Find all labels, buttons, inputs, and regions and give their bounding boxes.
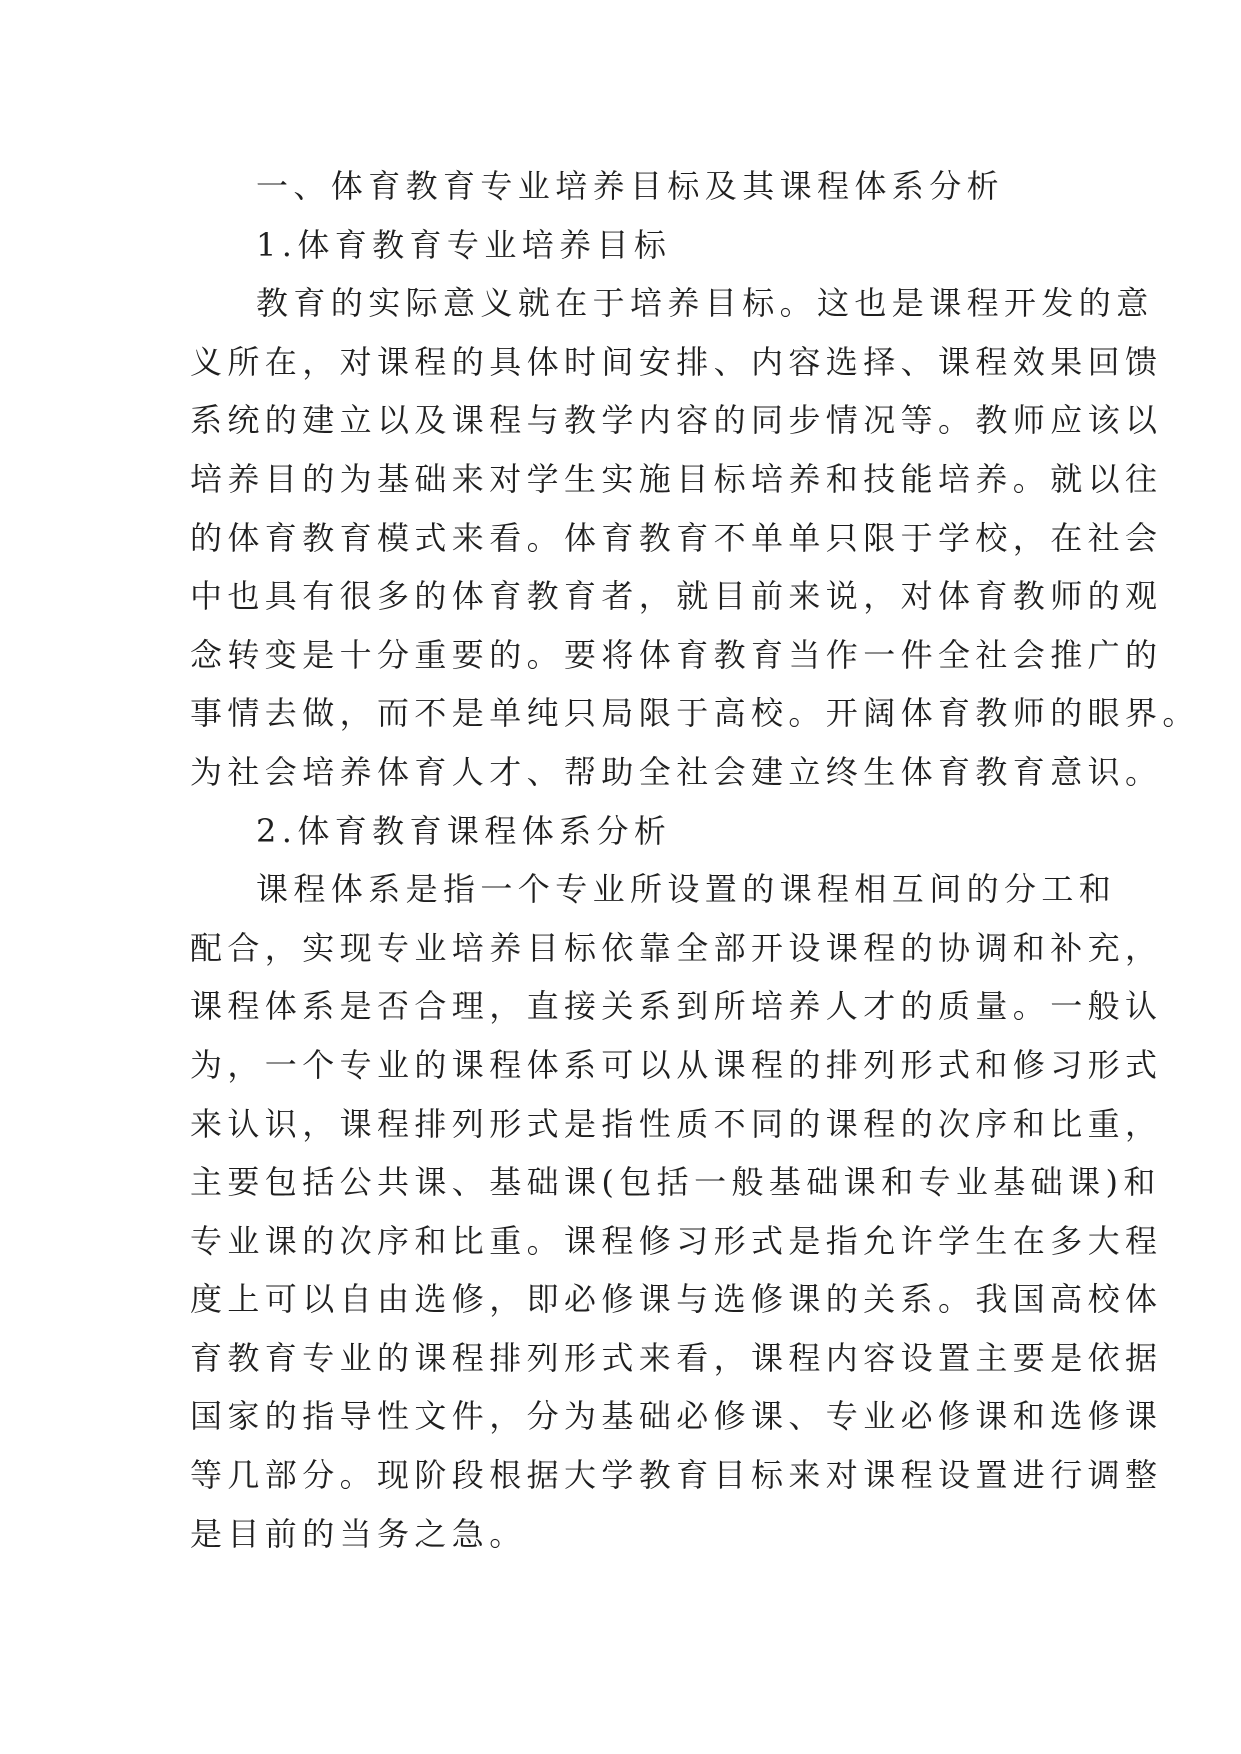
subsection-heading-2: 2.体育教育课程体系分析 <box>256 811 672 850</box>
paragraph-line: 配合，实现专业培养目标依靠全部开设课程的协调和补充， <box>190 928 1163 967</box>
paragraph-line: 来认识，课程排列形式是指性质不同的课程的次序和比重， <box>190 1104 1163 1143</box>
subsection-heading-1: 1.体育教育专业培养目标 <box>256 225 672 264</box>
document-body <box>190 157 1200 1563</box>
paragraph-line: 事情去做，而不是单纯只局限于高校。开阔体育教师的眼界。 <box>190 694 1200 733</box>
paragraph-line: 等几部分。现阶段根据大学教育目标来对课程设置进行调整 <box>190 1456 1163 1495</box>
paragraph-line: 念转变是十分重要的。要将体育教育当作一件全社会推广的 <box>190 635 1163 674</box>
paragraph-line: 教育的实际意义就在于培养目标。这也是课程开发的意 <box>256 284 1154 323</box>
paragraph-line: 中也具有很多的体育教育者，就目前来说，对体育教师的观 <box>190 577 1163 616</box>
paragraph-line: 育教育专业的课程排列形式来看，课程内容设置主要是依据 <box>190 1338 1163 1377</box>
paragraph-line: 专业课的次序和比重。课程修习形式是指允许学生在多大程 <box>190 1221 1163 1260</box>
paragraph-line: 度上可以自由选修，即必修课与选修课的关系。我国高校体 <box>190 1280 1163 1319</box>
paragraph-line: 国家的指导性文件，分为基础必修课、专业必修课和选修课 <box>190 1397 1163 1436</box>
paragraph-line: 的体育教育模式来看。体育教育不单单只限于学校，在社会 <box>190 518 1163 557</box>
paragraph-2 <box>190 860 1163 1563</box>
paragraph-line: 主要包括公共课、基础课(包括一般基础课和专业基础课)和 <box>190 1163 1161 1202</box>
paragraph-line: 培养目的为基础来对学生实施目标培养和技能培养。就以往 <box>190 459 1163 498</box>
paragraph-1 <box>190 274 1200 801</box>
section-heading: 一、体育教育专业培养目标及其课程体系分析 <box>256 167 1005 205</box>
paragraph-line: 义所在，对课程的具体时间安排、内容选择、课程效果回馈 <box>190 342 1163 381</box>
paragraph-line: 为社会培养体育人才、帮助全社会建立终生体育教育意识。 <box>190 752 1163 791</box>
paragraph-line: 课程体系是否合理，直接关系到所培养人才的质量。一般认 <box>190 987 1163 1026</box>
paragraph-line: 为，一个专业的课程体系可以从课程的排列形式和修习形式 <box>190 1045 1163 1084</box>
paragraph-line: 课程体系是指一个专业所设置的课程相互间的分工和 <box>256 870 1117 909</box>
paragraph-line: 是目前的当务之急。 <box>190 1514 527 1553</box>
paragraph-line: 系统的建立以及课程与教学内容的同步情况等。教师应该以 <box>190 401 1163 440</box>
